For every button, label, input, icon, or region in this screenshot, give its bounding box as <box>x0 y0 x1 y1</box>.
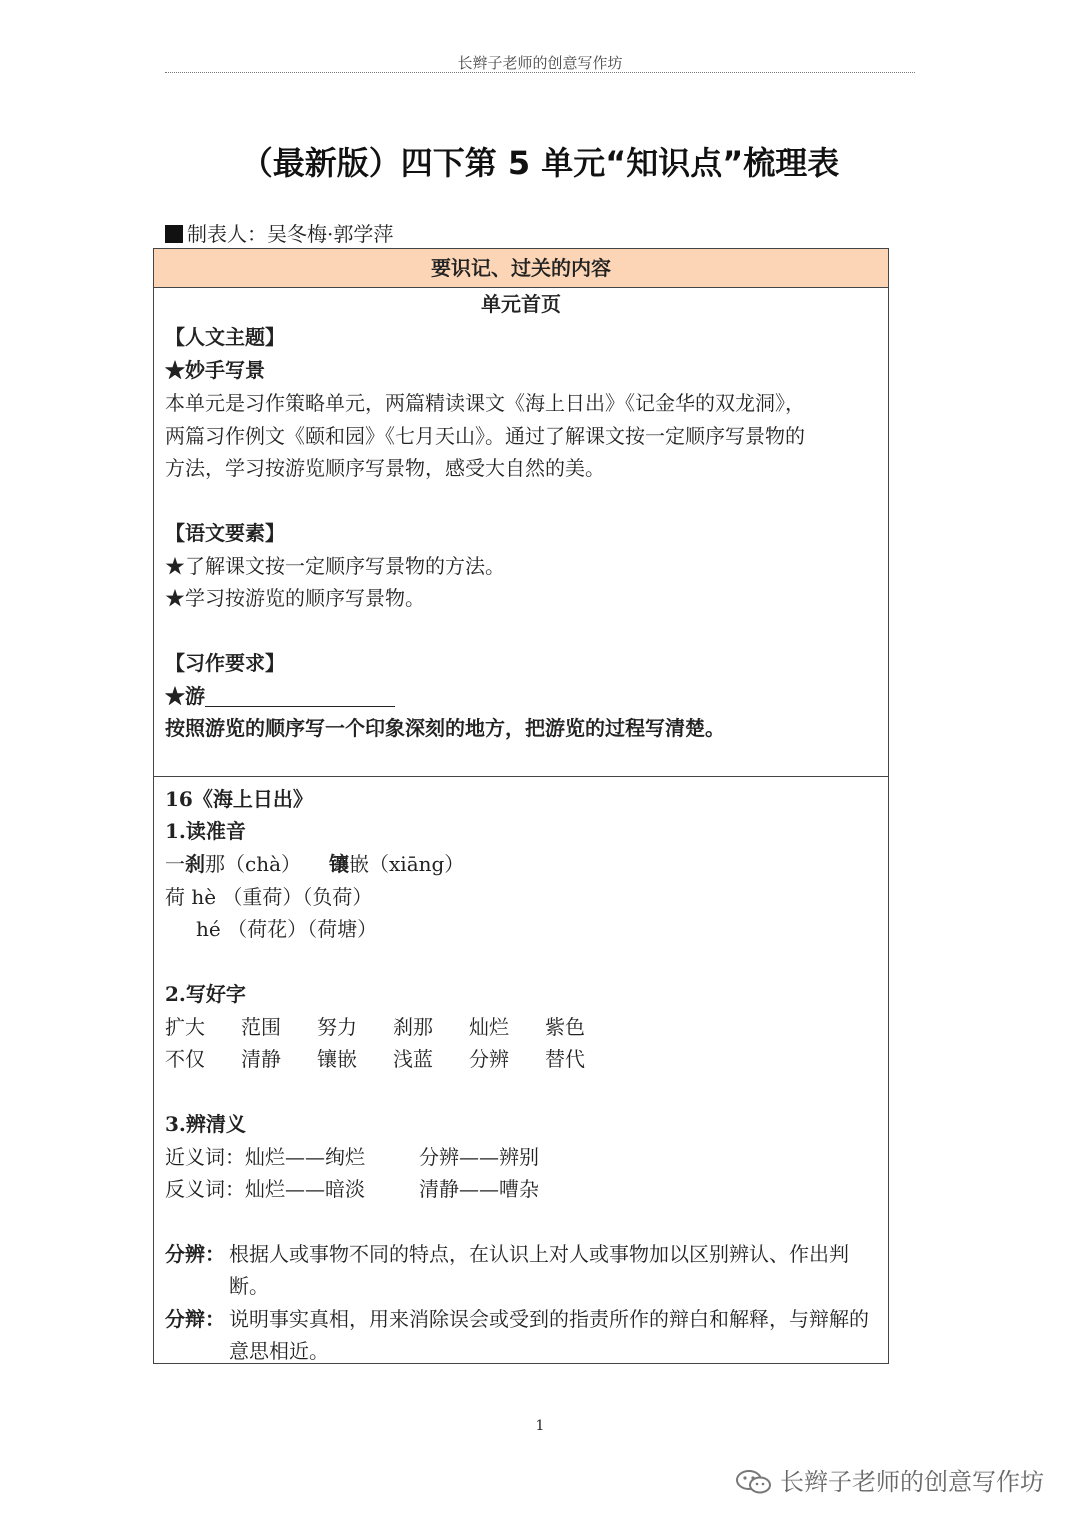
pron-row: 荷 hè （重荷）（负荷） <box>165 885 373 909</box>
word: 清静 <box>241 1047 281 1071</box>
running-header: 长辫子老师的创意写作坊 <box>457 54 623 72</box>
author-line <box>165 218 393 247</box>
pron-text: 嵌（xiāng） <box>349 852 465 876</box>
lesson-title: 16《海上日出》 <box>165 787 313 811</box>
elements-label: 【语文要素】 <box>165 521 285 545</box>
definition-item <box>165 1238 878 1302</box>
square-bullet-icon <box>165 225 183 243</box>
knowledge-table <box>153 248 889 1364</box>
pron-key: 镶 <box>329 852 350 876</box>
definition-text: 根据人或事物不同的特点，在认识上对人或事物加以区别辨认、作出判断。 <box>229 1242 849 1298</box>
intro-line: 本单元是习作策略单元，两篇精读课文《海上日出》《记金华的双龙洞》， <box>165 391 805 415</box>
word: 紫色 <box>545 1015 585 1039</box>
writing-star-text: ★游 <box>165 684 205 708</box>
pron-text: 那（chà） <box>205 852 302 876</box>
writing-label: 【习作要求】 <box>165 651 285 675</box>
intro-line: 两篇习作例文《颐和园》《七月天山》。通过了解课文按一定顺序写景物的 <box>165 424 805 448</box>
synonym-label: 近义词： <box>165 1145 245 1169</box>
writing-star <box>165 680 878 712</box>
word-pair: 清静——嘈杂 <box>419 1177 539 1201</box>
word: 分辨 <box>469 1047 509 1071</box>
fill-blank-line <box>205 686 395 707</box>
word: 努力 <box>317 1015 357 1039</box>
word-pair: 灿烂——暗淡 <box>245 1177 365 1201</box>
page-number: 1 <box>535 1418 545 1434</box>
antonym-label: 反义词： <box>165 1177 245 1201</box>
word: 扩大 <box>165 1015 205 1039</box>
pron-text: 一 <box>165 852 185 876</box>
antonym-row <box>165 1173 878 1205</box>
word: 灿烂 <box>469 1015 509 1039</box>
pron-row <box>165 848 878 880</box>
theme-star: ★妙手写景 <box>165 358 265 382</box>
theme-label: 【人文主题】 <box>165 325 285 349</box>
element-item: ★了解课文按一定顺序写景物的方法。 <box>165 554 505 578</box>
write-row <box>165 1043 878 1075</box>
word: 替代 <box>545 1047 585 1071</box>
word: 不仅 <box>165 1047 205 1071</box>
write-label: 2.写好字 <box>165 982 246 1006</box>
document-title: （最新版）四下第 5 单元“知识点”梳理表 <box>240 144 840 182</box>
word: 浅蓝 <box>393 1047 433 1071</box>
pron-row: hé （荷花）（荷塘） <box>196 917 378 941</box>
meaning-label: 3.辨清义 <box>165 1112 246 1136</box>
wechat-icon <box>734 1469 774 1495</box>
definition-item <box>165 1303 878 1367</box>
unit-section <box>154 288 888 777</box>
definition-term: 分辩： <box>165 1307 225 1331</box>
word: 范围 <box>241 1015 281 1039</box>
watermark-text: 长辫子老师的创意写作坊 <box>780 1468 1044 1496</box>
unit-title: 单元首页 <box>481 292 561 316</box>
definition-term: 分辨： <box>165 1242 225 1266</box>
element-item: ★学习按游览的顺序写景物。 <box>165 586 425 610</box>
word-pair: 灿烂——绚烂 <box>245 1145 365 1169</box>
pron-label: 1.读准音 <box>165 819 246 843</box>
intro-line: 方法，学习按游览顺序写景物，感受大自然的美。 <box>165 456 605 480</box>
watermark <box>734 1462 1044 1497</box>
word: 刹那 <box>393 1015 433 1039</box>
header-rule <box>165 72 915 73</box>
writing-requirement: 按照游览的顺序写一个印象深刻的地方，把游览的过程写清楚。 <box>165 716 725 740</box>
word-pair: 分辨——辨别 <box>419 1145 539 1169</box>
definition-text: 说明事实真相，用来消除误会或受到的指责所作的辩白和解释，与辩解的意思相近。 <box>229 1307 869 1363</box>
word: 镶嵌 <box>317 1047 357 1071</box>
author-text: 制表人：吴冬梅·郭学萍 <box>187 222 394 246</box>
synonym-row <box>165 1141 878 1173</box>
pron-key: 刹 <box>185 852 205 876</box>
table-header: 要识记、过关的内容 <box>154 249 888 288</box>
write-row <box>165 1011 878 1043</box>
